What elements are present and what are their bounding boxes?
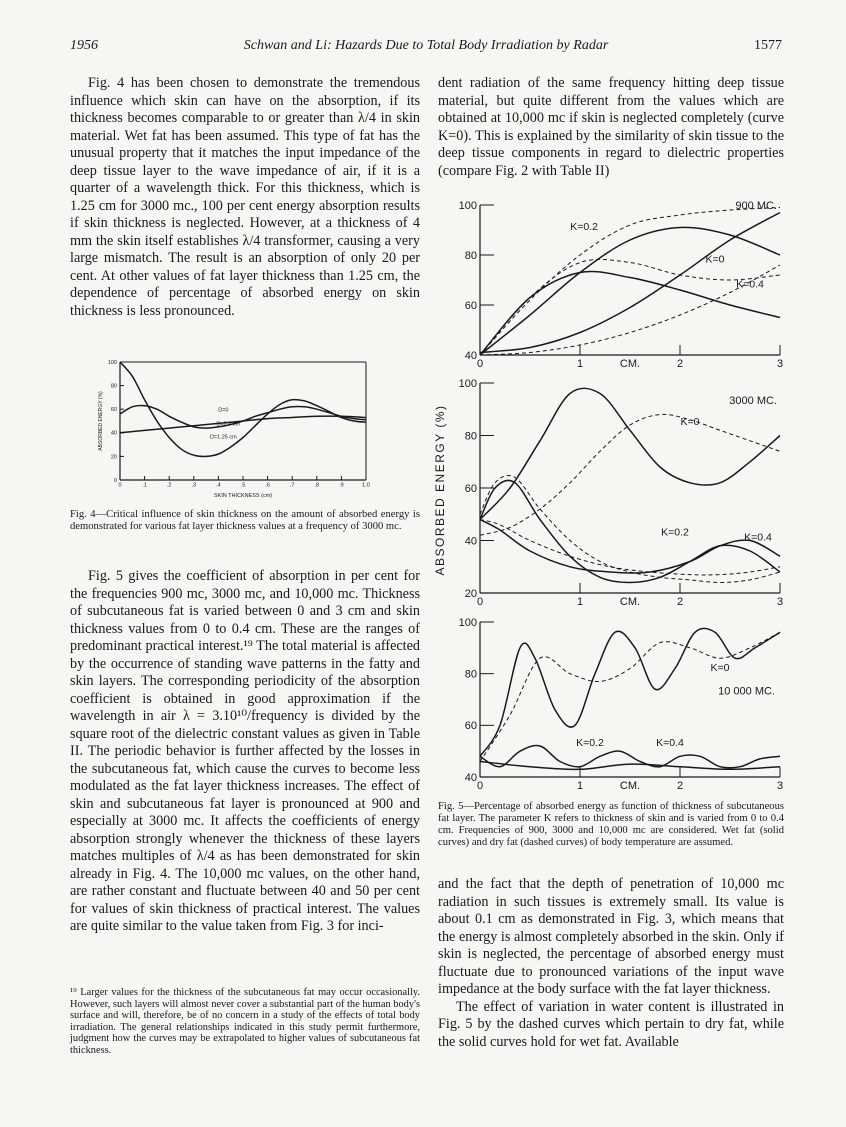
- y-tick-label: 100: [458, 199, 477, 212]
- x-tick-label: 3: [776, 780, 784, 792]
- x-tick-label: 1.0: [362, 482, 370, 489]
- y-tick-label: 80: [110, 383, 117, 390]
- right-column-top: [438, 75, 784, 180]
- y-tick-label: 80: [464, 249, 477, 262]
- x-tick-label: .6: [265, 482, 270, 489]
- series-line-k-0-2-solid: [480, 227, 780, 355]
- x-tick-label: .5: [240, 482, 246, 489]
- paragraph: and the fact that the depth of penetration of 10,000 mc radiation in such tissues is extremely small. Its value is about 0.1 cm as demonstrated in Fig. 3, which means that the energy is almost completely absorbed in the skin. Only if skin is neglected, the percentage of absorbed energy must fluctuate due to pronounced variations of the input wave impedance at the body surface with the fat layer thickness.: [438, 876, 784, 997]
- x-tick-label: 3: [776, 358, 784, 370]
- y-tick-label: 40: [110, 430, 117, 437]
- series-line-k-0-2-solid: [480, 480, 780, 582]
- x-tick-label: .3: [191, 482, 197, 489]
- curve-label: K=0: [680, 416, 700, 428]
- x-tick-label: 0: [476, 596, 484, 608]
- y-tick-label: 60: [464, 482, 477, 495]
- x-axis-title: CM.: [619, 596, 641, 608]
- x-tick-label: 1: [576, 780, 584, 792]
- x-tick-label: .2: [166, 482, 172, 489]
- x-axis-title: CM.: [619, 780, 641, 792]
- chart-panel-3: [459, 617, 783, 792]
- journal-year: 1956: [70, 38, 98, 53]
- series-line-k-0-2-dashed: [480, 476, 780, 583]
- y-tick-label: 60: [464, 299, 477, 312]
- x-tick-label: 2: [676, 780, 684, 792]
- x-tick-label: 1: [576, 596, 584, 608]
- x-tick-label: 0: [118, 482, 122, 489]
- paragraph: Fig. 5 gives the coefficient of absorption in per cent for the frequencies 900 mc, 3000 mc, and 10,000 mc. Thickness of subcutaneous fat is varied between 0 and 3 cm and skin thickness values from 0 to 0.4 cm. These are the ranges of predominant practical interest.¹⁹ The total material is affected by the occurrence of standing wave patterns in the fatty and skin layers. The corresponding periodicity of the absorption coefficient is obtained in good approximation if the wavelength in air λ = 3.10¹⁰/frequency is divided by the square root of the dielectric constant values as given in Table II. The periodic behavior is further affected by the losses in the subcutaneous fat, which cause the curves to become less modulated as the fat layer thickness increases. The effect of skin and subcutaneous fat layer is pronounced at 900 and especially at 3000 mc. It affects the coefficients of energy absorption strongly whenever the thickness of these layers matches multiples of λ/4 as has been demonstrated for skin already in Fig. 4. The 10,000 mc values, on the other hand, are rather constant and fluctuate between 40 and 50 per cent for values of skin thickness of practical interest. The values are quite similar to the value taken from Fig. 3 for inci-: [70, 568, 420, 934]
- y-tick-label: 40: [464, 535, 477, 548]
- fig5-caption: Fig. 5—Percentage of absorbed energy as function of thickness of subcutaneous fat layer. The parameter K refers to thickness of skin and is varied from 0 to 0.4 cm. Frequencies of 900, 3000 and 10,000 mc are considered. Wet fat (solid curves) and dry fat (dashed curves) of body temperature are assumed.: [438, 801, 784, 848]
- panel-label-900: 900 MC.: [735, 199, 777, 212]
- y-axis-title: ABSORBED ENERGY (%): [98, 391, 104, 451]
- chart-panel-2: [459, 378, 783, 608]
- paragraph: The effect of variation in water content is illustrated in Fig. 5 by the dashed curves which pertain to dry fat, while the solid curves hold for wet fat. Available: [438, 998, 784, 1050]
- y-tick-label: 40: [464, 349, 477, 362]
- x-axis-title: CM.: [619, 358, 641, 370]
- y-tick-label: 100: [107, 359, 117, 366]
- y-tick-label: 20: [464, 587, 477, 600]
- fig5-chart: [430, 195, 790, 795]
- series-line-k-0-dashed: [480, 265, 780, 355]
- fig4-caption: Fig. 4—Critical influence of skin thickness on the amount of absorbed energy is demonstrated for various fat layer thickness values at a frequency of 3000 mc.: [70, 509, 420, 532]
- series-line-d-2-5-cm: [120, 416, 366, 433]
- y-tick-label: 20: [110, 454, 117, 461]
- y-tick-label: 60: [110, 407, 117, 414]
- curve-label: K=0: [705, 253, 725, 266]
- curve-label: K=0.4: [656, 737, 684, 749]
- x-tick-label: 3: [776, 596, 784, 608]
- x-tick-label: .4: [216, 482, 221, 489]
- series-line-k-0-solid: [480, 213, 780, 353]
- x-tick-label: .8: [314, 482, 320, 489]
- curve-label: K=0.2: [661, 526, 689, 539]
- x-tick-label: 0: [476, 780, 484, 792]
- y-tick-label: 0: [113, 477, 117, 484]
- fig4-chart: [98, 356, 422, 501]
- curve-label: K=0.2: [570, 221, 598, 233]
- series-line-k-0-solid: [480, 388, 780, 519]
- y-tick-label: 100: [458, 377, 477, 390]
- right-column-bottom: [438, 876, 784, 1051]
- y-tick-label: 40: [464, 771, 477, 784]
- left-column-bottom: [70, 568, 420, 936]
- article-title: Schwan and Li: Hazards Due to Total Body Irradiation by Radar: [243, 38, 609, 53]
- x-tick-label: .7: [289, 482, 295, 489]
- y-tick-label: 60: [464, 720, 477, 733]
- x-tick-label: 1: [576, 358, 584, 370]
- x-tick-label: 2: [676, 358, 684, 370]
- left-column-top: [70, 75, 420, 320]
- panel-label-10000: 10 000 MC.: [718, 685, 775, 698]
- curve-label: K=0: [710, 662, 730, 675]
- curve-label: K=0.4: [744, 531, 772, 544]
- x-tick-label: .9: [339, 482, 344, 489]
- x-axis-title: SKIN THICKNESS (cm): [213, 493, 273, 499]
- x-tick-label: 2: [676, 596, 684, 608]
- chart-panel-1: [459, 200, 783, 370]
- series-label: D=0: [218, 407, 229, 414]
- series-line-k-0-4-solid: [480, 271, 780, 355]
- panel-label-3000: 3000 MC.: [729, 395, 777, 407]
- y-axis-title: ABSORBED ENERGY (%): [433, 404, 447, 576]
- curve-label: K=0.4: [736, 278, 764, 291]
- footnote: ¹⁹ Larger values for the thickness of the subcutaneous fat may occur occasionally. However, such layers will almost never cover a substantial part of the human body's surface and will, therefore, be of no concern in a study of the effects of total body irradiation. The general relationships indicated in this study permit furthermore, judgment how the curves may be extrapolated to higher values of subcutaneous fat thickness.: [70, 987, 420, 1056]
- series-line-k-0-2-dashed: [480, 208, 780, 356]
- running-header: [70, 38, 782, 58]
- page-number: 1577: [754, 38, 782, 53]
- x-tick-label: 0: [476, 358, 484, 370]
- series-label: D=1.25 cm: [209, 434, 237, 441]
- paragraph: dent radiation of the same frequency hitting deep tissue material, but quite different from the values which are obtained at 10,000 mc if skin is neglected completely (curve K=0). This is explained by the similarity of skin tissue to the deep tissue components in regard to dielectric properties (compare Fig. 2 with Table II): [438, 75, 784, 179]
- y-tick-label: 80: [464, 430, 477, 443]
- y-tick-label: 80: [464, 668, 477, 681]
- y-tick-label: 100: [458, 616, 477, 629]
- paragraph: Fig. 4 has been chosen to demonstrate the tremendous influence which skin can have on the absorption, if its thickness becomes comparable to or greater than λ/4 in skin material. Wet fat has been assumed. This type of fat has the unusual property that it matches the input impedance of the deep tissue layer to the wave impedance of air, if it is a quarter of a wavelength thick. For this thickness, which is 1.25 cm for 3000 mc., 100 per cent energy absorption results if skin thickness is neglected. However, at a thickness of 4 mm the skin itself establishes λ/4 transformer, causing a very large mismatch. The result is an absorption of only 20 per cent. At other values of fat layer thickness than 1.25 cm, the dependence of percentage of absorbed energy on skin thickness is less pronounced.: [70, 75, 420, 319]
- series-line-k-0-dashed: [480, 414, 780, 535]
- curve-label: K=0.2: [576, 737, 604, 749]
- series-label: D=2.5 cm: [216, 421, 241, 428]
- x-tick-label: .1: [142, 482, 147, 489]
